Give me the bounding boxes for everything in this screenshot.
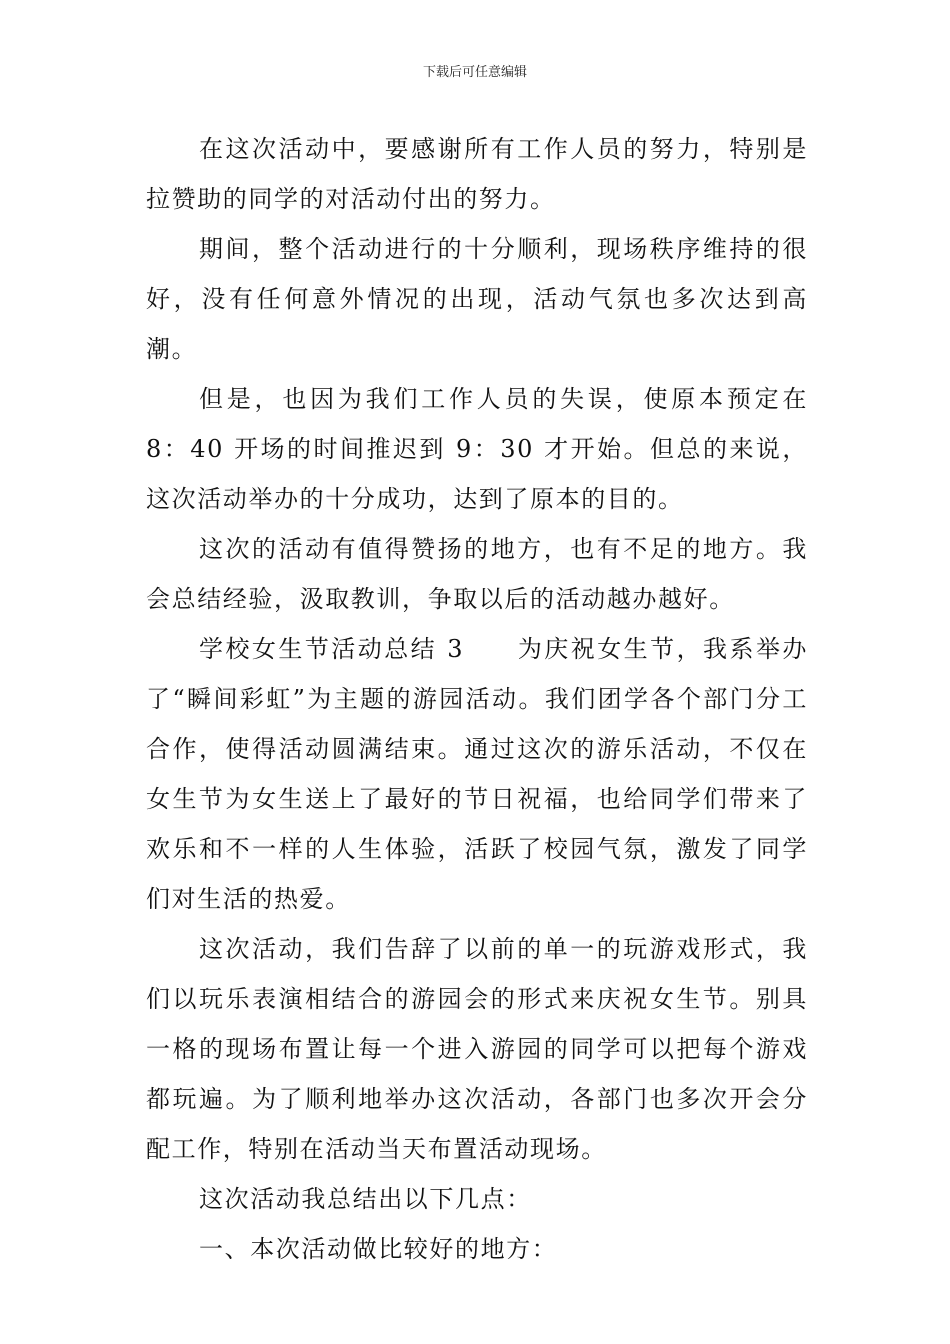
- paragraph-new-format: 这次活动，我们告辞了以前的单一的玩游戏形式，我们以玩乐表演相结合的游园会的形式来庆祝女生节。别具一格的现场布置让每一个进入游园的同学可以把每个游戏都玩遍。为了顺利地举办这次活动，各部门也多次开会分配工作，特别在活动当天布置活动现场。: [146, 935, 808, 1163]
- document-body: [146, 124, 808, 1274]
- paragraph-lessons: 这次的活动有值得赞扬的地方，也有不足的地方。我会总结经验，汲取教训，争取以后的活动越办越好。: [146, 535, 808, 613]
- paragraph-section-one: 一、本次活动做比较好的地方：: [199, 1235, 558, 1263]
- paragraph-smooth-progress: 期间，整个活动进行的十分顺利，现场秩序维持的很好，没有任何意外情况的出现，活动气氛也多次达到高潮。: [146, 235, 808, 363]
- paragraph-summary-3: 学校女生节活动总结 3 为庆祝女生节，我系举办了“瞬间彩虹”为主题的游园活动。我们团学各个部门分工合作，使得活动圆满结束。通过这次的游乐活动，不仅在女生节为女生送上了最好的节日祝福，也给同学们带来了欢乐和不一样的人生体验，活跃了校园气氛，激发了同学们对生活的热爱。: [146, 635, 808, 913]
- paragraph-thanks: 在这次活动中，要感谢所有工作人员的努力，特别是拉赞助的同学的对活动付出的努力。: [146, 135, 808, 213]
- paragraph-points-intro: 这次活动我总结出以下几点：: [199, 1185, 532, 1213]
- page-header: 下载后可任意编辑: [422, 65, 527, 80]
- paragraph-delay: 但是，也因为我们工作人员的失误，使原本预定在 8：40 开场的时间推迟到 9：30 才开始。但总的来说，这次活动举办的十分成功，达到了原本的目的。: [146, 385, 808, 513]
